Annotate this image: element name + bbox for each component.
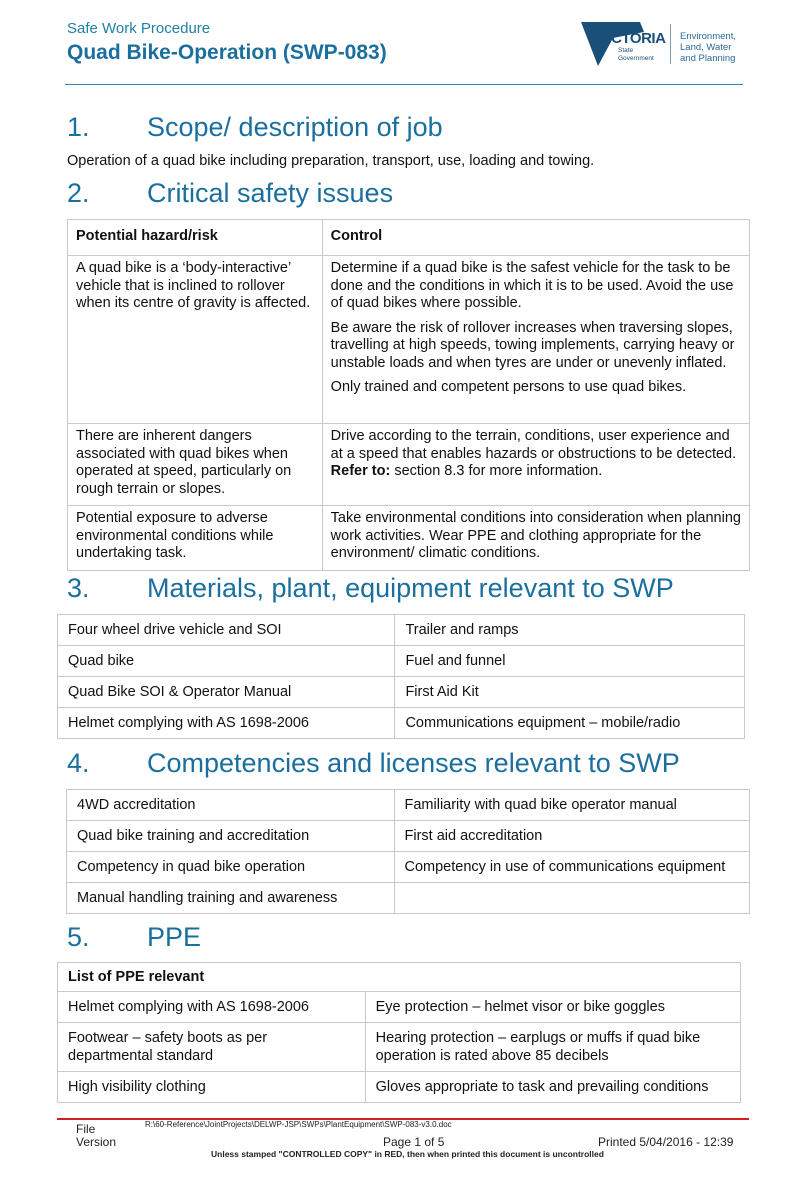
section-2-heading [67, 178, 393, 209]
control-cell: Drive according to the terrain, conditions, user experience and at a speed that enables hazards or obstructions to be detected. Refer to: section 8.3 for more information. [322, 424, 749, 506]
table-cell: 4WD accreditation [67, 790, 395, 821]
footer-page-number: Page 1 of 5 [383, 1135, 445, 1149]
table-cell: Four wheel drive vehicle and SOI [58, 615, 395, 646]
table-cell: Competency in use of communications equipment [394, 852, 750, 883]
section-5-heading [67, 922, 201, 953]
section-4-heading [67, 748, 680, 779]
ppe-table [57, 962, 741, 1103]
table-row [58, 646, 745, 677]
section-number: 2. [67, 178, 90, 208]
header-rule [65, 84, 743, 85]
footer-file-label: File [76, 1122, 96, 1136]
table-header-row [68, 220, 750, 256]
section-number: 3. [67, 573, 90, 603]
table-cell: Quad bike [58, 646, 395, 677]
table-cell: Fuel and funnel [395, 646, 745, 677]
table-cell: Helmet complying with AS 1698-2006 [58, 708, 395, 739]
table-row [58, 677, 745, 708]
section-title: Competencies and licenses relevant to SWP [147, 748, 680, 778]
materials-table [57, 614, 745, 739]
table-cell: First Aid Kit [395, 677, 745, 708]
table-cell [394, 883, 750, 914]
table-row [58, 708, 745, 739]
table-cell: Hearing protection – earplugs or muffs if quad bike operation is rated above 85 decibels [365, 1023, 740, 1072]
footer-uncontrolled-notice: Unless stamped "CONTROLLED COPY" in RED, then when printed this document is uncontrolled [211, 1149, 604, 1159]
section-number: 5. [67, 922, 90, 952]
hazard-cell: A quad bike is a ‘body-interactive’ vehicle that is inclined to rollover when its centre of gravity is affected. [68, 256, 323, 424]
column-header-control: Control [322, 220, 749, 256]
table-cell: Eye protection – helmet visor or bike goggles [365, 992, 740, 1023]
control-cell: Take environmental conditions into consideration when planning work activities. Wear PPE and clothing appropriate for the environment/ climatic conditions. [322, 506, 749, 571]
table-cell: Helmet complying with AS 1698-2006 [58, 992, 366, 1023]
table-header-row [58, 963, 741, 992]
hazard-cell: There are inherent dangers associated with quad bikes when operated at speed, particularly on rough terrain or slopes. [68, 424, 323, 506]
safety-issues-table [67, 219, 750, 571]
table-row [58, 992, 741, 1023]
footer-version-label: Version [76, 1135, 117, 1149]
section-1-heading [67, 112, 443, 143]
table-cell: Gloves appropriate to task and prevailing conditions [365, 1072, 740, 1103]
table-cell: Quad Bike SOI & Operator Manual [58, 677, 395, 708]
table-cell: Competency in quad bike operation [67, 852, 395, 883]
refer-label: Refer to: [330, 463, 391, 479]
section-title: Scope/ description of job [147, 112, 443, 142]
table-row [68, 256, 750, 424]
table-cell: Communications equipment – mobile/radio [395, 708, 745, 739]
table-row [67, 883, 750, 914]
table-cell: Quad bike training and accreditation [67, 821, 395, 852]
table-cell: First aid accreditation [394, 821, 750, 852]
section-title: Critical safety issues [147, 178, 394, 208]
document-title: Quad Bike-Operation (SWP-083) [67, 41, 387, 64]
table-row [67, 790, 750, 821]
table-cell: Trailer and ramps [395, 615, 745, 646]
column-header-hazard: Potential hazard/risk [68, 220, 323, 256]
table-row [67, 852, 750, 883]
logo-divider [670, 24, 671, 64]
logo-department: Environment, Land, Water and Planning [680, 31, 736, 64]
footer-printed-date: Printed 5/04/2016 - 12:39 [598, 1135, 734, 1149]
logo-wordmark: VICTORIA [598, 30, 666, 47]
control-cell: Determine if a quad bike is the safest vehicle for the task to be done and the conditions in which it is to be used. Avoid the use of quad bikes where possible. Be aware the risk of rollover increases when traversing slopes, travelling at high speeds, towing implements, carrying heavy or unstable loads and when tyres are under or unevenly inflated. Only trained and competent persons to use quad bikes. [322, 256, 749, 424]
table-cell: Manual handling training and awareness [67, 883, 395, 914]
logo-subtitle: State Government [618, 47, 654, 62]
section-3-heading [67, 573, 674, 604]
table-row [68, 424, 750, 506]
ppe-list-header: List of PPE relevant [58, 963, 741, 992]
table-cell: High visibility clothing [58, 1072, 366, 1103]
document-kind: Safe Work Procedure [67, 20, 211, 37]
table-row [68, 506, 750, 571]
hazard-cell: Potential exposure to adverse environmental conditions while undertaking task. [68, 506, 323, 571]
section-title: Materials, plant, equipment relevant to SWP [147, 573, 674, 603]
table-cell: Familiarity with quad bike operator manual [394, 790, 750, 821]
table-row [58, 615, 745, 646]
section-title: PPE [147, 922, 202, 952]
section-number: 1. [67, 112, 90, 142]
footer-file-path: R:\60-Reference\JointProjects\DELWP-JSP\SWPs\PlantEquipment\SWP-083-v3.0.doc [145, 1120, 452, 1129]
table-row [58, 1072, 741, 1103]
competencies-table [66, 789, 750, 914]
table-row [67, 821, 750, 852]
section-number: 4. [67, 748, 90, 778]
table-cell: Footwear – safety boots as per departmental standard [58, 1023, 366, 1072]
table-row [58, 1023, 741, 1072]
scope-description: Operation of a quad bike including preparation, transport, use, loading and towing. [67, 153, 595, 169]
